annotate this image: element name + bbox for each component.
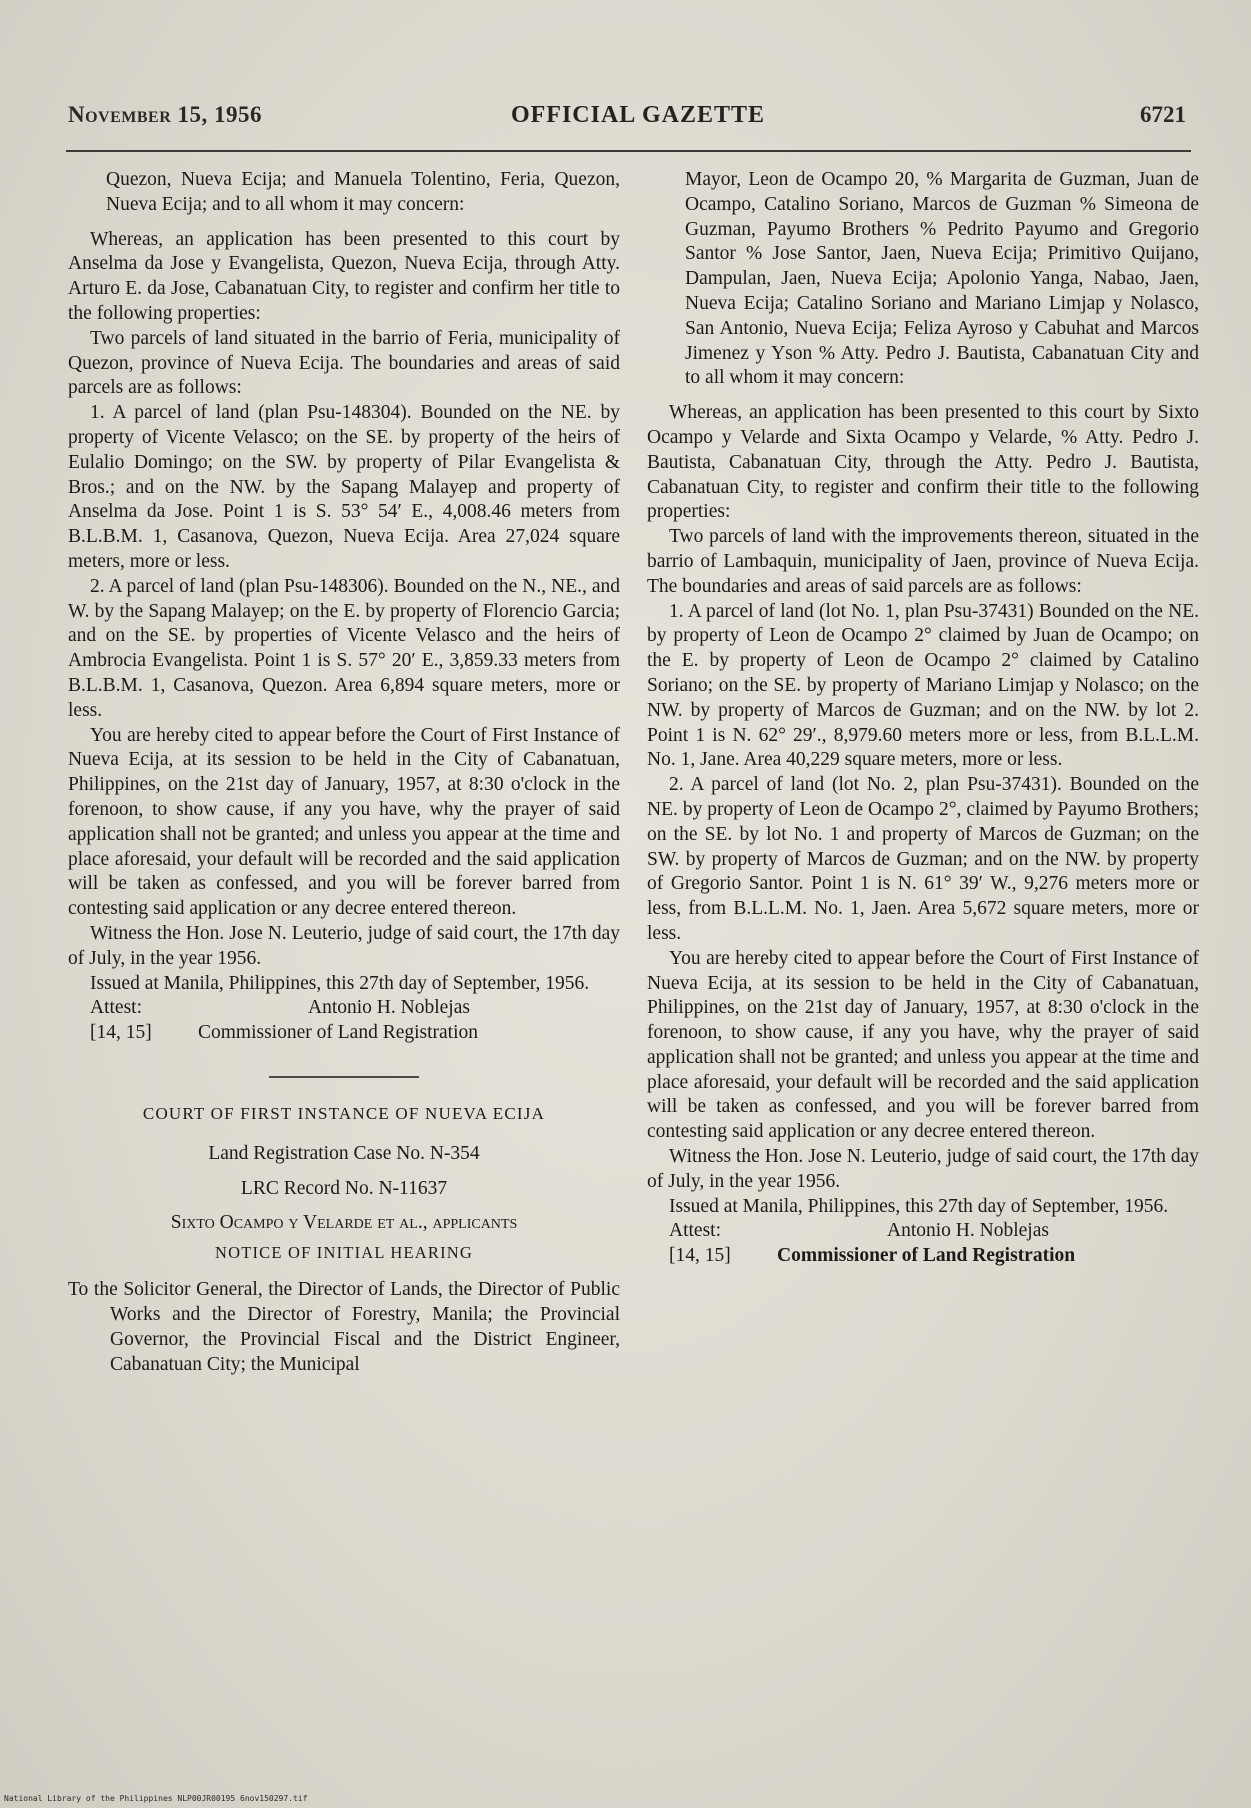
- attest-label: Attest:: [90, 997, 142, 1019]
- scan-footer: National Library of the Philippines NLP00JR00195 6nov150297.tif: [4, 1794, 308, 1803]
- attest-role: Commissioner of Land Registration: [777, 1245, 1076, 1267]
- header-date: November 15, 1956: [68, 102, 263, 127]
- section-divider: [269, 1076, 419, 1078]
- attest-block: [68, 996, 620, 1046]
- attest-reference: [14, 15]: [90, 1022, 152, 1044]
- attest-signatory: Antonio H. Noblejas: [308, 997, 470, 1019]
- parcel-1-description: 1. A parcel of land (lot No. 1, plan Psu-37431) Bounded on the NE. by property of Leon de Ocampo 2° claimed by Juan de Ocampo; on the E. by property of Leon de Ocampo 2° claimed by Catalino Soriano; on the SE. by property of Mariano Limjap y Nolasco; on the NW. by property of Marcos de Guzman; and on the NW. by lot 2. Point 1 is N. 62° 29′., 8,979.60 meters more or less, from B.L.L.M. No. 1, Jane. Area 40,229 square meters, more or less.: [647, 600, 1199, 771]
- parcel-2-description: 2. A parcel of land (lot No. 2, plan Psu-37431). Bounded on the NE. by property of Leon de Ocampo 2°, claimed by Payumo Brothers; on the SE. by lot No. 1 and property of Marcos de Guzman; on the SW. by property of Marcos de Guzman; and on the NW. by property of Gregorio Santor. Point 1 is N. 61° 39′ W., 9,276 meters more or less, from B.L.L.M. No. 1, Jaen. Area 5,672 square meters, more or less.: [647, 774, 1199, 944]
- publication-title: OFFICIAL GAZETTE: [510, 102, 766, 128]
- applicants-line: Sixto Ocampo y Velarde et al., applicants: [170, 1211, 518, 1233]
- witness-paragraph: Witness the Hon. Jose N. Leuterio, judge of said court, the 17th day of July, in the year 1956.: [68, 922, 620, 969]
- issued-paragraph: Issued at Manila, Philippines, this 27th day of September, 1956.: [90, 972, 590, 994]
- court-heading: COURT OF FIRST INSTANCE OF NUEVA ECIJA: [142, 1103, 546, 1123]
- parcel-2-description: 2. A parcel of land (plan Psu-148306). Bounded on the N., NE., and W. by the Sapang Malayep; on the E. by property of Florencio Garcia; and on the SE. by properties of Vicente Velasco and the heirs of Ambrocia Evangelista. Point 1 is S. 57° 20′ E., 3,859.33 meters from B.L.B.M. 1, Casanova, Quezon. Area 6,894 square meters, more or less.: [68, 575, 620, 721]
- citation-paragraph: You are hereby cited to appear before the Court of First Instance of Nueva Ecija, at its session to be held in the City of Cabanatuan, Philippines, on the 21st day of January, 1957, at 8:30 o'clock in the forenoon, to show cause, if any you have, why the prayer of said application shall not be granted; and unless you appear at the time and place aforesaid, your default will be recorded and the said application will be taken as confessed, and you will be forever barred from contesting said application or any decree entered thereon.: [647, 947, 1199, 1143]
- application-paragraph: Whereas, an application has been presented to this court by Sixto Ocampo y Velarde and Sixta Ocampo y Velarde, % Atty. Pedro J. Bautista, Cabanatuan City, through the Atty. Pedro J. Bautista, Cabanatuan City, to register and confirm their title to the following properties:: [647, 402, 1199, 523]
- right-column: [647, 168, 1199, 1269]
- attest-label: Attest:: [669, 1220, 721, 1242]
- attest-reference: [14, 15]: [669, 1245, 731, 1267]
- attest-role: Commissioner of Land Registration: [198, 1022, 479, 1044]
- parcels-intro: Two parcels of land situated in the barrio of Feria, municipality of Quezon, province of Nueva Ecija. The boundaries and areas of said parcels are as follows:: [68, 327, 620, 399]
- page-header: [68, 102, 1188, 138]
- parcel-1-description: 1. A parcel of land (plan Psu-148304). Bounded on the NE. by property of Vicente Velasco; on the SE. by property of the heirs of Eulalio Domingo; on the SW. by property of Pilar Evangelista & Bros.; and on the NW. by the Sapang Malayep and property of Anselma da Jose. Point 1 is S. 53° 54′ E., 4,008.46 meters from B.L.B.M. 1, Casanova, Quezon, Nueva Ecija. Area 27,024 square meters, more or less.: [68, 402, 620, 572]
- case-number: Land Registration Case No. N-354: [208, 1142, 480, 1164]
- lrc-record: LRC Record No. N-11637: [240, 1177, 448, 1199]
- left-column: [68, 168, 620, 1377]
- addressees-continuation: Mayor, Leon de Ocampo 20, % Margarita de Guzman, Juan de Ocampo, Catalino Soriano, Marcos de Guzman % Simeona de Guzman, Payumo Brothers % Pedrito Payumo and Gregorio Santor % Jose Santor, Jaen, Nueva Ecija; Primitivo Quijano, Dampulan, Jaen, Nueva Ecija; Apolonio Yanga, Nabao, Jaen, Nueva Ecija; Catalino Soriano and Mariano Limjap y Nolasco, San Antonio, Nueva Ecija; Feliza Ayroso y Cabuhat and Marcos Jimenez y Yson % Atty. Pedro J. Bautista, Cabanatuan City and to all whom it may concern:: [685, 169, 1199, 389]
- application-paragraph: Whereas, an application has been presented to this court by Anselma da Jose y Evangelista, Quezon, Nueva Ecija, through Atty. Arturo E. da Jose, Cabanatuan City, to register and confirm her title to the following properties:: [68, 228, 620, 324]
- notice-heading: NOTICE OF INITIAL HEARING: [214, 1243, 474, 1263]
- attest-signatory: Antonio H. Noblejas: [887, 1220, 1049, 1242]
- citation-paragraph: You are hereby cited to appear before the Court of First Instance of Nueva Ecija, at its session to be held in the City of Cabanatuan, Philippines, on the 21st day of January, 1957, at 8:30 o'clock in the forenoon, to show cause, if any you have, why the prayer of said application shall not be granted; and unless you appear at the time and place aforesaid, your default will be recorded and the said application will be taken as confessed, and you will be forever barred from contesting said application or any decree entered thereon.: [68, 724, 620, 920]
- addressees-paragraph: To the Solicitor General, the Director of Lands, the Director of Public Works and the Director of Forestry, Manila; the Provincial Governor, the Provincial Fiscal and the District Engineer, Cabanatuan City; the Municipal: [68, 1279, 620, 1375]
- attest-block: [647, 1219, 1199, 1269]
- addressee-continuation: Quezon, Nueva Ecija; and Manuela Tolentino, Feria, Quezon, Nueva Ecija; and to all whom it may concern:: [106, 169, 620, 215]
- witness-paragraph: Witness the Hon. Jose N. Leuterio, judge of said court, the 17th day of July, in the year 1956.: [647, 1146, 1199, 1192]
- parcels-intro: Two parcels of land with the improvements thereon, situated in the barrio of Lambaquin, municipality of Jaen, province of Nueva Ecija. The boundaries and areas of said parcels are as follows:: [647, 526, 1199, 597]
- page-number: 6721: [1140, 102, 1186, 127]
- header-rule: [66, 150, 1191, 152]
- issued-paragraph: Issued at Manila, Philippines, this 27th day of September, 1956.: [669, 1195, 1169, 1217]
